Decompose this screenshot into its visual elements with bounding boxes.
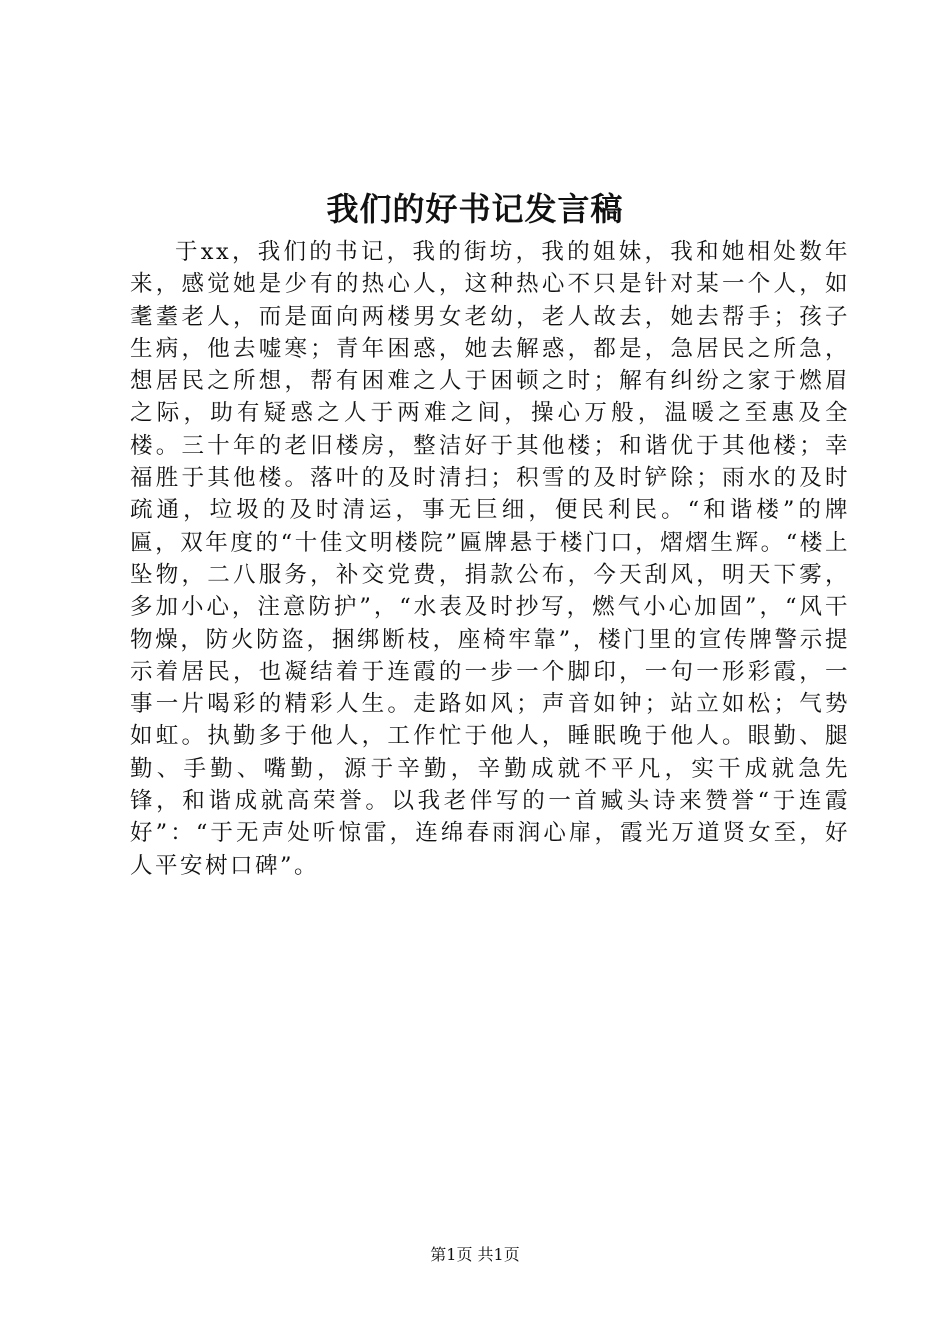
document-body-paragraph: 于xx，我们的书记，我的街坊，我的姐妹，我和她相处数年来，感觉她是少有的热心人，这种热心不只是针对某一个人，如耄耋老人，而是面向两楼男女老幼，老人故去，她去帮手；孩子生病，他去嘘寒；青年困惑，她去解惑，都是，急居民之所急，想居民之所想，帮有困难之人于困顿之时；解有纠纷之家于燃眉之际，助有疑惑之人于两难之间，操心万般，温暖之至惠及全楼。三十年的老旧楼房，整洁好于其他楼；和谐优于其他楼；幸福胜于其他楼。落叶的及时清扫；积雪的及时铲除；雨水的及时疏通，垃圾的及时清运，事无巨细，便民利民。“和谐楼”的牌匾，双年度的“十佳文明楼院”匾牌悬于楼门口，熠熠生辉。“楼上坠物，二八服务，补交党费，捐款公布，今天刮风，明天下雾，多加小心，注意防护”，“水表及时抄写，燃气小心加固”，“风干物燥，防火防盗，捆绑断枝，座椅牢靠”，楼门里的宣传牌警示提示着居民，也凝结着于连霞的一步一个脚印，一句一形彩霞，一事一片喝彩的精彩人生。走路如风；声音如钟；站立如松；气势如虹。执勤多于他人，工作忙于他人，睡眠晚于他人。眼勤、腿勤、手勤、嘴勤，源于辛勤，辛勤成就不平凡，实干成就急先锋，和谐成就高荣誉。以我老伴写的一首臧头诗来赞誉“于连霞好”：“于无声处听惊雷，连绵春雨润心扉，霞光万道贤女至，好人平安树口碑”。 <box>130 239 850 879</box>
document-title: 我们的好书记发言稿 <box>326 190 624 228</box>
page-footer-page-number: 第1页 共1页 <box>430 1245 520 1264</box>
